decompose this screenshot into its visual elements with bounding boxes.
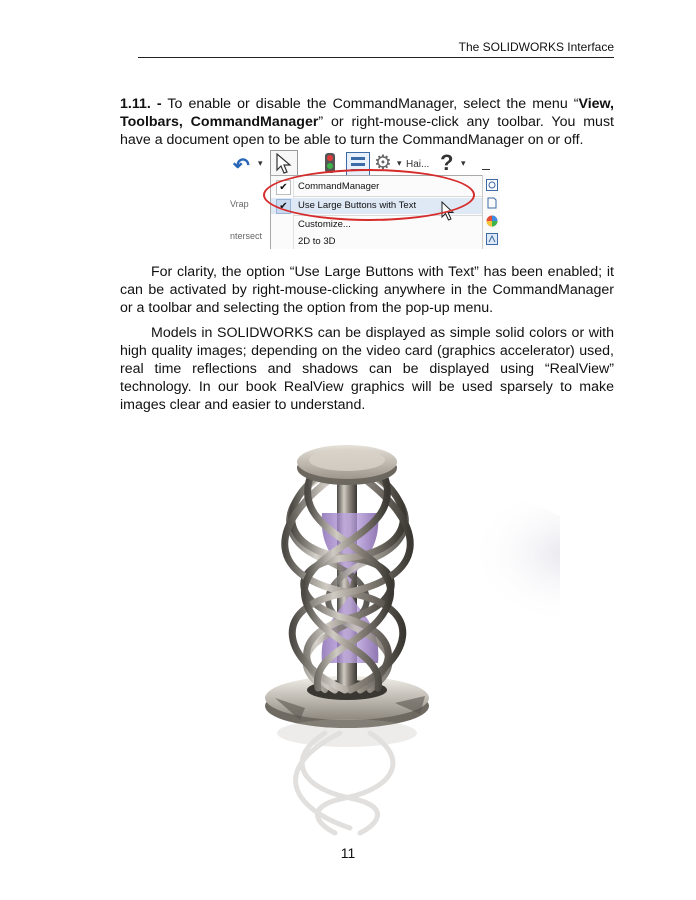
gear-dropdown-arrow: ▾ (397, 158, 402, 168)
custom-properties-icon (486, 233, 498, 245)
file-explorer-icon (486, 197, 498, 209)
task-pane-strip (482, 175, 500, 249)
menu-item-2d-to-3d[interactable] (271, 234, 483, 249)
help-icon: ? (440, 150, 454, 175)
section-number: 1.11. - (120, 96, 162, 112)
menu-item-label: CommandManager (298, 181, 380, 192)
undo-dropdown-arrow: ▾ (258, 158, 263, 168)
menu-item-label: Customize... (298, 219, 351, 230)
help-dropdown-arrow: ▾ (461, 158, 466, 168)
undo-icon: ↶ (233, 155, 250, 177)
paragraph-1-text-b: ” or right-mouse-click any toolbar. You must have a document open to be able to turn the CommandManager on or off. (120, 114, 614, 148)
checkmark-icon: ✔ (276, 180, 291, 195)
checkmark-icon: ✔ (276, 199, 291, 214)
select-pointer-icon (270, 150, 298, 177)
page-number: 11 (340, 845, 356, 861)
menu-item-label: 2D to 3D (298, 236, 336, 247)
toolbar-minimize-dash (482, 169, 490, 170)
side-label-intersect: ntersect (230, 231, 263, 241)
header-rule (138, 57, 614, 58)
paragraph-1-text-a: To enable or disable the CommandManager, select the menu “ (161, 96, 579, 112)
paragraph-1-11 (120, 95, 614, 149)
gear-icon: ⚙ (374, 152, 392, 174)
paragraph-clarity: For clarity, the option “Use Large Buttons with Text” has been enabled; it can be activated by right-mouse-clicking anywhere in the CommandManager or a toolbar and selecting the option from the pop-up menu. (120, 264, 614, 316)
paragraph-realview: Models in SOLIDWORKS can be displayed as simple solid colors or with high quality images; depending on the video card (graphics accelerator) used, real time reflections and shadows can be displayed using “RealView” technology. In our book RealView graphics will be used sparsely to make images clear and easier to understand. (120, 325, 614, 413)
red-highlight-ellipse (263, 169, 475, 221)
side-label-wrap: Vrap (230, 199, 249, 209)
menu-item-label: Use Large Buttons with Text (298, 200, 417, 211)
hai-label: Hai... (406, 159, 430, 170)
running-header: The SOLIDWORKS Interface (458, 40, 614, 54)
commandmanager-menu-screenshot (230, 149, 500, 249)
view-orientation-icon (486, 179, 498, 191)
spiral-hourglass-model-icon (200, 428, 560, 838)
appearance-icon (486, 215, 498, 227)
menu-path: View, Toolbars, CommandManager (120, 96, 614, 130)
